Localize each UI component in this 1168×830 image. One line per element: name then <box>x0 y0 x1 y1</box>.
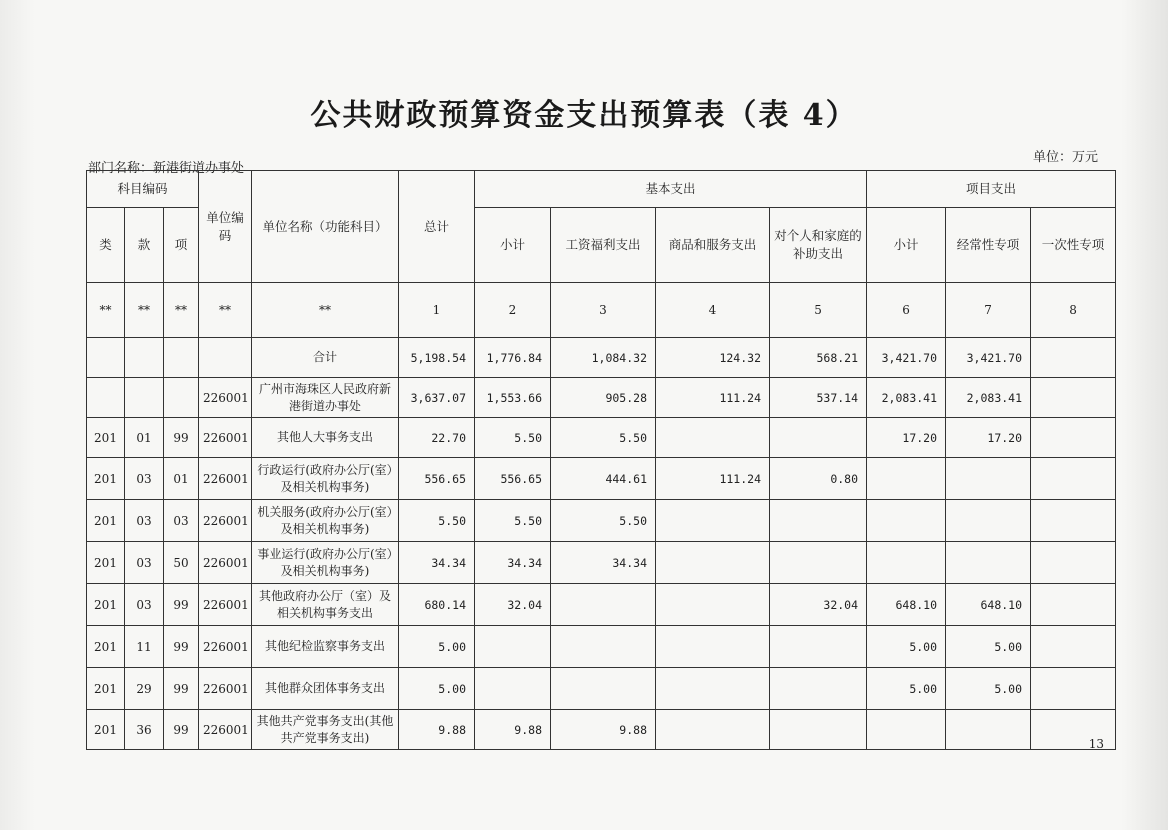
index-cell: 4 <box>656 283 770 338</box>
goods-cell <box>656 626 770 668</box>
xiang-cell: 50 <box>164 542 199 584</box>
xiang-cell: 99 <box>164 668 199 710</box>
header-basic-expenditure: 基本支出 <box>475 171 867 208</box>
goods-cell: 124.32 <box>656 338 770 378</box>
total-cell: 22.70 <box>399 418 475 458</box>
total-cell: 9.88 <box>399 710 475 750</box>
onetime-cell <box>1031 378 1116 418</box>
basic-subtotal-cell <box>475 626 551 668</box>
subsidy-cell <box>770 710 867 750</box>
lei-cell: 201 <box>87 500 125 542</box>
basic-subtotal-cell: 556.65 <box>475 458 551 500</box>
kuan-cell <box>125 338 164 378</box>
index-row <box>87 283 1116 338</box>
lei-cell <box>87 338 125 378</box>
recurring-cell: 5.00 <box>946 668 1031 710</box>
total-cell: 680.14 <box>399 584 475 626</box>
onetime-cell <box>1031 338 1116 378</box>
unit-name-cell: 合计 <box>252 338 399 378</box>
header-family-subsidy: 对个人和家庭的补助支出 <box>770 208 867 283</box>
goods-cell <box>656 542 770 584</box>
basic-subtotal-cell: 5.50 <box>475 418 551 458</box>
unit-name-cell: 其他群众团体事务支出 <box>252 668 399 710</box>
kuan-cell: 01 <box>125 418 164 458</box>
unit-code-cell: 226001 <box>199 458 252 500</box>
header-subject-code: 科目编码 <box>87 171 199 208</box>
unit-code-cell <box>199 338 252 378</box>
lei-cell: 201 <box>87 668 125 710</box>
basic-subtotal-cell: 5.50 <box>475 500 551 542</box>
unit-name-cell: 广州市海珠区人民政府新港街道办事处 <box>252 378 399 418</box>
xiang-cell <box>164 338 199 378</box>
kuan-cell: 36 <box>125 710 164 750</box>
wages-cell: 905.28 <box>551 378 656 418</box>
table-row <box>87 458 1116 500</box>
header-onetime: 一次性专项 <box>1031 208 1116 283</box>
recurring-cell: 3,421.70 <box>946 338 1031 378</box>
wages-cell: 5.50 <box>551 500 656 542</box>
total-cell: 5.50 <box>399 500 475 542</box>
goods-cell <box>656 584 770 626</box>
onetime-cell <box>1031 500 1116 542</box>
goods-cell <box>656 418 770 458</box>
wages-cell <box>551 668 656 710</box>
unit-code-cell: 226001 <box>199 584 252 626</box>
basic-subtotal-cell: 32.04 <box>475 584 551 626</box>
recurring-cell: 648.10 <box>946 584 1031 626</box>
header-project-expenditure: 项目支出 <box>867 171 1116 208</box>
xiang-cell: 99 <box>164 626 199 668</box>
goods-cell <box>656 500 770 542</box>
wages-cell: 444.61 <box>551 458 656 500</box>
wages-cell: 1,084.32 <box>551 338 656 378</box>
index-cell: 2 <box>475 283 551 338</box>
lei-cell: 201 <box>87 584 125 626</box>
lei-cell: 201 <box>87 710 125 750</box>
wages-cell: 5.50 <box>551 418 656 458</box>
unit-name-cell: 行政运行(政府办公厅(室）及相关机构事务) <box>252 458 399 500</box>
unit-code-cell: 226001 <box>199 418 252 458</box>
recurring-cell: 17.20 <box>946 418 1031 458</box>
subsidy-cell: 0.80 <box>770 458 867 500</box>
basic-subtotal-cell: 9.88 <box>475 710 551 750</box>
xiang-cell <box>164 378 199 418</box>
basic-subtotal-cell: 34.34 <box>475 542 551 584</box>
table-row <box>87 542 1116 584</box>
wages-cell: 34.34 <box>551 542 656 584</box>
xiang-cell: 99 <box>164 710 199 750</box>
header-project-subtotal: 小计 <box>867 208 946 283</box>
index-cell: ** <box>125 283 164 338</box>
subsidy-cell <box>770 500 867 542</box>
unit-code-cell: 226001 <box>199 626 252 668</box>
recurring-cell: 2,083.41 <box>946 378 1031 418</box>
recurring-cell <box>946 458 1031 500</box>
lei-cell: 201 <box>87 458 125 500</box>
project-subtotal-cell: 2,083.41 <box>867 378 946 418</box>
header-xiang: 项 <box>164 208 199 283</box>
header-unit-name: 单位名称（功能科目） <box>252 171 399 283</box>
wages-cell <box>551 584 656 626</box>
project-subtotal-cell <box>867 500 946 542</box>
onetime-cell <box>1031 668 1116 710</box>
index-cell: 3 <box>551 283 656 338</box>
project-subtotal-cell: 5.00 <box>867 668 946 710</box>
lei-cell: 201 <box>87 626 125 668</box>
subsidy-cell: 537.14 <box>770 378 867 418</box>
department-label: 部门名称：新港街道办事处 <box>88 161 245 176</box>
basic-subtotal-cell: 1,776.84 <box>475 338 551 378</box>
onetime-cell <box>1031 542 1116 584</box>
project-subtotal-cell: 17.20 <box>867 418 946 458</box>
unit-name-cell: 机关服务(政府办公厅(室）及相关机构事务) <box>252 500 399 542</box>
unit-code-cell: 226001 <box>199 668 252 710</box>
xiang-cell: 03 <box>164 500 199 542</box>
index-cell: ** <box>87 283 125 338</box>
onetime-cell <box>1031 626 1116 668</box>
kuan-cell: 03 <box>125 500 164 542</box>
xiang-cell: 99 <box>164 418 199 458</box>
header-wages: 工资福利支出 <box>551 208 656 283</box>
header-lei: 类 <box>87 208 125 283</box>
total-cell: 5.00 <box>399 626 475 668</box>
header-kuan: 款 <box>125 208 164 283</box>
project-subtotal-cell: 648.10 <box>867 584 946 626</box>
table-row <box>87 500 1116 542</box>
header-goods-services: 商品和服务支出 <box>656 208 770 283</box>
subsidy-cell <box>770 626 867 668</box>
lei-cell: 201 <box>87 542 125 584</box>
subsidy-cell <box>770 418 867 458</box>
table-row <box>87 584 1116 626</box>
project-subtotal-cell <box>867 542 946 584</box>
table-row <box>87 338 1116 378</box>
header-basic-subtotal: 小计 <box>475 208 551 283</box>
table-row <box>87 378 1116 418</box>
recurring-cell <box>946 542 1031 584</box>
header-total: 总计 <box>399 171 475 283</box>
unit-name-cell: 事业运行(政府办公厅(室）及相关机构事务) <box>252 542 399 584</box>
goods-cell: 111.24 <box>656 458 770 500</box>
unit-code-cell: 226001 <box>199 378 252 418</box>
project-subtotal-cell: 5.00 <box>867 626 946 668</box>
goods-cell <box>656 710 770 750</box>
unit-name-cell: 其他人大事务支出 <box>252 418 399 458</box>
total-cell: 3,637.07 <box>399 378 475 418</box>
lei-cell: 201 <box>87 418 125 458</box>
unit-code-cell: 226001 <box>199 542 252 584</box>
kuan-cell: 03 <box>125 584 164 626</box>
page-number: 13 <box>1088 737 1104 751</box>
unit-label: 单位：万元 <box>1032 150 1098 165</box>
index-cell: 6 <box>867 283 946 338</box>
kuan-cell: 03 <box>125 458 164 500</box>
index-cell: 5 <box>770 283 867 338</box>
lei-cell <box>87 378 125 418</box>
index-cell: ** <box>252 283 399 338</box>
unit-name-cell: 其他政府办公厅（室）及相关机构事务支出 <box>252 584 399 626</box>
project-subtotal-cell <box>867 458 946 500</box>
index-cell: 1 <box>399 283 475 338</box>
unit-name-cell: 其他共产党事务支出(其他共产党事务支出) <box>252 710 399 750</box>
wages-cell: 9.88 <box>551 710 656 750</box>
index-cell: 7 <box>946 283 1031 338</box>
basic-subtotal-cell: 1,553.66 <box>475 378 551 418</box>
total-cell: 5,198.54 <box>399 338 475 378</box>
subsidy-cell: 568.21 <box>770 338 867 378</box>
unit-name-cell: 其他纪检监察事务支出 <box>252 626 399 668</box>
table-row <box>87 668 1116 710</box>
total-cell: 556.65 <box>399 458 475 500</box>
kuan-cell: 29 <box>125 668 164 710</box>
total-cell: 5.00 <box>399 668 475 710</box>
recurring-cell <box>946 500 1031 542</box>
subsidy-cell: 32.04 <box>770 584 867 626</box>
subsidy-cell <box>770 542 867 584</box>
recurring-cell <box>946 710 1031 750</box>
header-unit-code: 单位编码 <box>199 171 252 283</box>
subsidy-cell <box>770 668 867 710</box>
goods-cell: 111.24 <box>656 378 770 418</box>
page-title: 公共财政预算资金支出预算表（表 4） <box>310 98 858 133</box>
onetime-cell <box>1031 584 1116 626</box>
unit-code-cell: 226001 <box>199 710 252 750</box>
onetime-cell <box>1031 458 1116 500</box>
index-cell: 8 <box>1031 283 1116 338</box>
kuan-cell <box>125 378 164 418</box>
table-row <box>87 626 1116 668</box>
wages-cell <box>551 626 656 668</box>
table-row <box>87 418 1116 458</box>
table-row <box>87 710 1116 750</box>
unit-code-cell: 226001 <box>199 500 252 542</box>
project-subtotal-cell: 3,421.70 <box>867 338 946 378</box>
index-cell: ** <box>199 283 252 338</box>
budget-table <box>86 170 1116 750</box>
index-cell: ** <box>164 283 199 338</box>
xiang-cell: 01 <box>164 458 199 500</box>
kuan-cell: 11 <box>125 626 164 668</box>
onetime-cell <box>1031 418 1116 458</box>
total-cell: 34.34 <box>399 542 475 584</box>
xiang-cell: 99 <box>164 584 199 626</box>
kuan-cell: 03 <box>125 542 164 584</box>
header-recurring: 经常性专项 <box>946 208 1031 283</box>
recurring-cell: 5.00 <box>946 626 1031 668</box>
project-subtotal-cell <box>867 710 946 750</box>
goods-cell <box>656 668 770 710</box>
basic-subtotal-cell <box>475 668 551 710</box>
